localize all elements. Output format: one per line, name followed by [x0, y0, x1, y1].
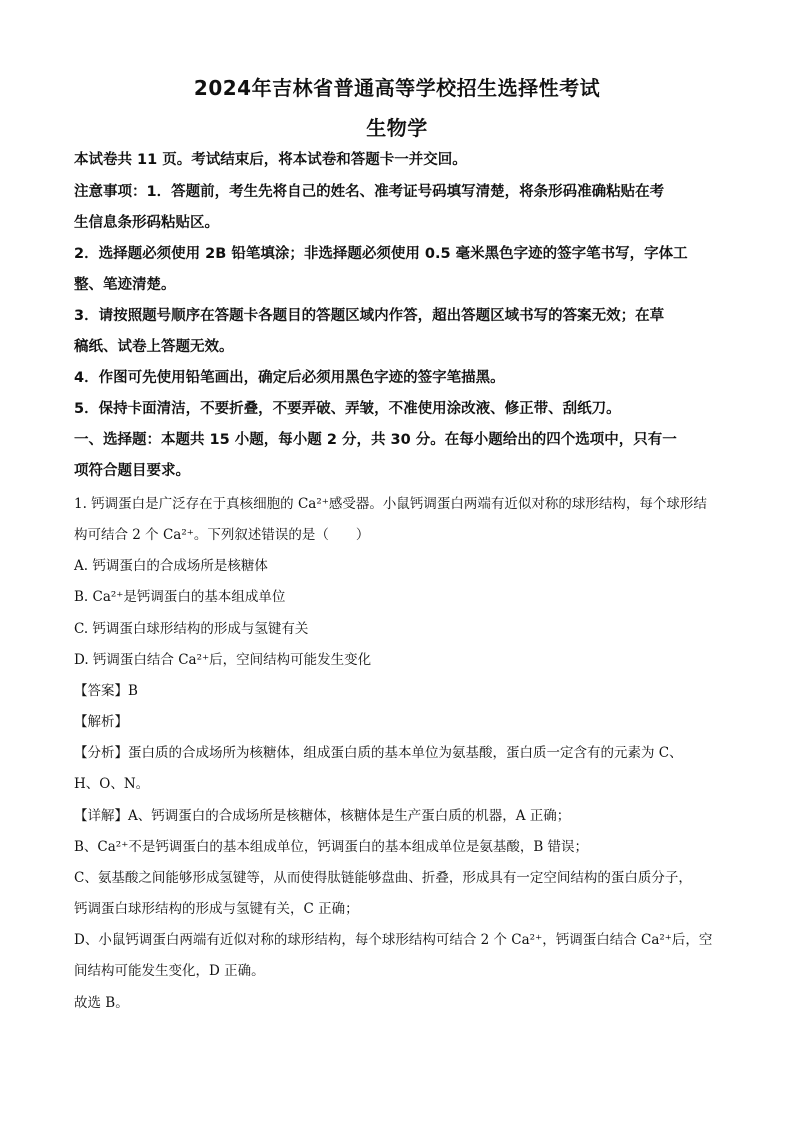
option-c: C. 钙调蛋白球形结构的形成与氢键有关	[74, 621, 309, 637]
option-a: A. 钙调蛋白的合成场所是核糖体	[74, 558, 268, 574]
detail-text: B、Ca²⁺不是钙调蛋白的基本组成单位，钙调蛋白的基本组成单位是氨基酸，B 错误；	[74, 839, 589, 855]
analysis-text: H、O、N。	[74, 776, 150, 792]
instruction-line: 2．选择题必须使用 2B 铅笔填涂；非选择题必须使用 0.5 毫米黑色字迹的签字笔书写，字体工	[74, 246, 688, 262]
instruction-line: 4．作图可先使用铅笔画出，确定后必须用黑色字迹的签字笔描黑。	[74, 370, 505, 386]
question-stem: 构可结合 2 个 Ca²⁺。下列叙述错误的是（ ）	[74, 527, 370, 543]
detail-text: 钙调蛋白球形结构的形成与氢键有关，C 正确；	[74, 901, 359, 917]
instruction-line: 注意事项：1．答题前，考生先将自己的姓名、准考证号码填写清楚，将条形码准确粘贴在考	[74, 184, 665, 200]
exam-title: 2024年吉林省普通高等学校招生选择性考试	[193, 76, 601, 100]
analysis-text: 【分析】蛋白质的合成场所为核糖体，组成蛋白质的基本单位为氨基酸，蛋白质一定含有的元素为 C、	[74, 745, 683, 761]
analysis-label: 【解析】	[74, 714, 128, 730]
answer-label: 【答案】B	[74, 683, 138, 699]
instruction-line: 5．保持卡面清洁，不要折叠，不要弄破、弄皱，不准使用涂改液、修正带、刮纸刀。	[74, 401, 621, 417]
section-heading: 项符合题目要求。	[74, 463, 190, 479]
question-stem: 1. 钙调蛋白是广泛存在于真核细胞的 Ca²⁺感受器。小鼠钙调蛋白两端有近似对称的球形结构，每个球形结	[74, 496, 707, 512]
instruction-line: 稿纸、试卷上答题无效。	[74, 339, 234, 355]
detail-text: 【详解】A、钙调蛋白的合成场所是核糖体，核糖体是生产蛋白质的机器，A 正确；	[74, 808, 571, 824]
instruction-line: 本试卷共 11 页。考试结束后，将本试卷和答题卡一并交回。	[74, 152, 467, 168]
detail-text: C、氨基酸之间能够形成氢键等，从而使得肽链能够盘曲、折叠，形成具有一定空间结构的蛋白质分子，	[74, 870, 692, 886]
subject-title: 生物学	[366, 116, 428, 140]
option-d: D. 钙调蛋白结合 Ca²⁺后，空间结构可能发生变化	[74, 652, 372, 668]
conclusion-text: 故选 B。	[74, 995, 129, 1011]
instruction-line: 3．请按照题号顺序在答题卡各题目的答题区域内作答，超出答题区域书写的答案无效；在草	[74, 308, 665, 324]
detail-text: D、小鼠钙调蛋白两端有近似对称的球形结构，每个球形结构可结合 2 个 Ca²⁺，钙调蛋白结合 Ca²⁺后，空	[74, 932, 713, 948]
instruction-line: 整、笔迹清楚。	[74, 277, 176, 293]
section-heading: 一、选择题：本题共 15 小题，每小题 2 分，共 30 分。在每小题给出的四个选项中，只有一	[74, 432, 677, 448]
option-b: B. Ca²⁺是钙调蛋白的基本组成单位	[74, 589, 286, 605]
detail-text: 间结构可能发生变化，D 正确。	[74, 963, 265, 979]
instruction-line: 生信息条形码粘贴区。	[74, 215, 219, 231]
